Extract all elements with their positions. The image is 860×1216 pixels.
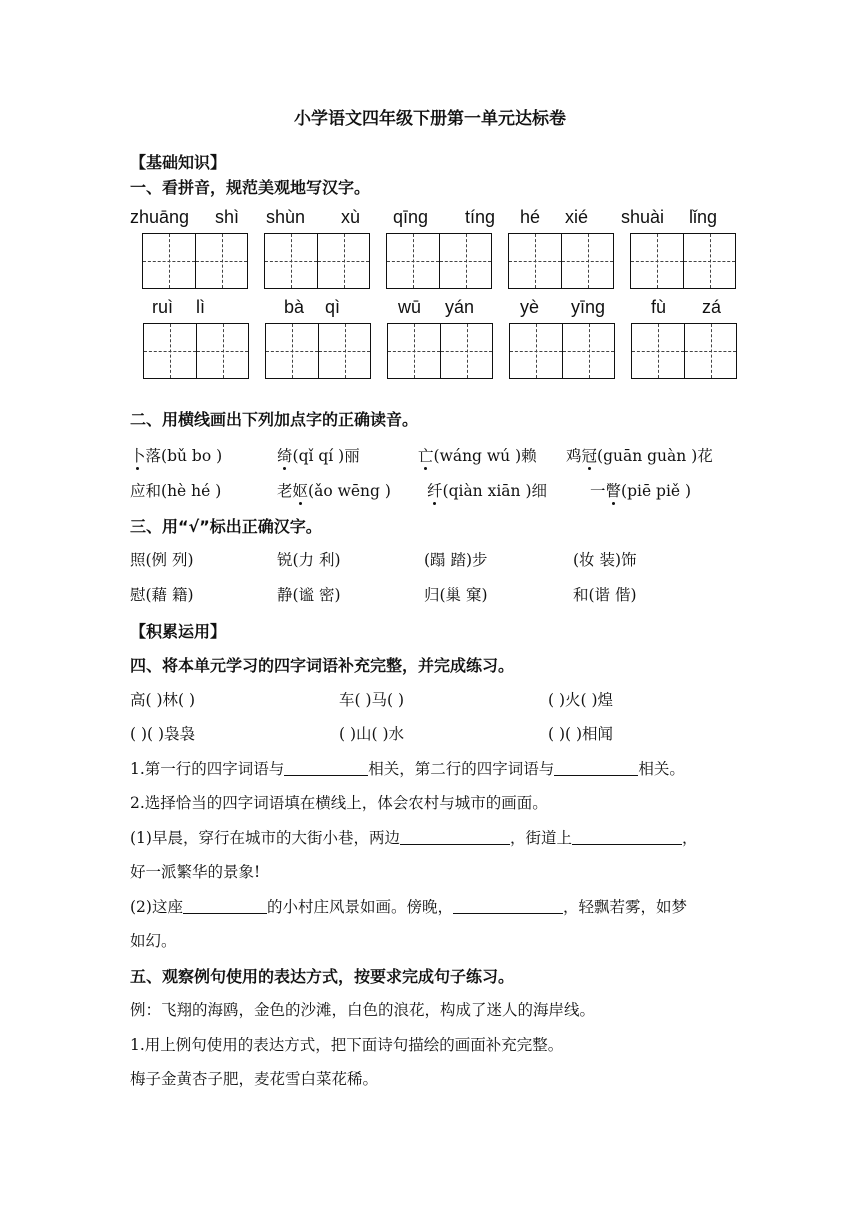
pinyin: fù [651, 297, 667, 317]
section-accumulation: 【积累运用】 [130, 622, 227, 641]
q4-line-4: 好一派繁华的景象! [130, 863, 261, 881]
q4-heading: 四、将本单元学习的四字词语补充完整，并完成练习。 [130, 656, 515, 675]
pinyin: qīng [393, 207, 429, 227]
reading-item: 鸡冠(guān guàn )花 [566, 444, 713, 466]
pinyin: ruì [152, 297, 174, 317]
example-sentence: 例：飞翔的海鸥，金色的沙滩，白色的浪花，构成了迷人的海岸线。 [130, 1001, 596, 1019]
reading-item: 纤(qiàn xiān )细 [427, 479, 547, 501]
poem-line: 梅子金黄杏子肥，麦花雪白菜花稀。 [130, 1070, 379, 1088]
writing-grid[interactable] [387, 323, 493, 379]
page-title: 小学语文四年级下册第一单元达标卷 [294, 109, 566, 129]
choice-item[interactable]: 静(谧 密) [277, 586, 341, 604]
reading-item: 亡(wáng wú )赖 [418, 444, 537, 466]
idiom-blank[interactable]: ( )山( )水 [339, 725, 405, 743]
dotted-char: 冠 [582, 444, 598, 466]
section-basic-knowledge: 【基础知识】 [130, 153, 227, 172]
choice-item[interactable]: 照(例 列) [130, 551, 194, 569]
pinyin: xù [341, 207, 361, 227]
pinyin: hé [520, 207, 541, 227]
idiom-blank[interactable]: 车( )马( ) [339, 691, 405, 709]
writing-grid[interactable] [264, 233, 370, 289]
choice-item[interactable]: 锐(力 利) [277, 551, 341, 569]
choice-item[interactable]: 归(巢 窠) [424, 586, 488, 604]
writing-grid[interactable] [386, 233, 492, 289]
q4-line-2: 2.选择恰当的四字词语填在横线上，体会农村与城市的画面。 [130, 794, 548, 812]
idiom-blank[interactable]: ( )( )袅袅 [130, 725, 196, 743]
pinyin: yè [520, 297, 540, 317]
writing-grid[interactable] [508, 233, 614, 289]
pinyin: yīng [571, 297, 606, 317]
pinyin: yán [445, 297, 475, 317]
reading-item: 卜落(bǔ bo ) [130, 444, 222, 466]
reading-item: 一瞥(piē piě ) [590, 479, 691, 501]
pinyin: lì [196, 297, 205, 317]
q4-line-1: 1.第一行的四字词语与 相关，第二行的四字词语与 相关。 [130, 760, 685, 778]
pinyin: shùn [266, 207, 306, 227]
q4-line-6: 如幻。 [130, 932, 177, 950]
idiom-blank[interactable]: ( )( )相闻 [548, 725, 614, 743]
answer-blank[interactable] [284, 760, 368, 777]
dotted-char: 妪 [293, 479, 309, 501]
idiom-blank[interactable]: 高( )林( ) [130, 691, 196, 709]
idiom-blank[interactable]: ( )火( )煌 [548, 691, 614, 709]
writing-grid[interactable] [631, 323, 737, 379]
writing-grid[interactable] [143, 323, 249, 379]
dotted-char: 瞥 [606, 479, 622, 501]
answer-blank[interactable] [453, 898, 563, 915]
answer-blank[interactable] [554, 760, 638, 777]
q4-line-5: (2)这座 的小村庄风景如画。傍晚， ，轻飘若雾，如梦 [130, 898, 687, 916]
answer-blank[interactable] [183, 898, 267, 915]
answer-blank[interactable] [400, 829, 510, 846]
q5-heading: 五、观察例句使用的表达方式，按要求完成句子练习。 [130, 967, 515, 986]
choice-item[interactable]: (妆 装)饰 [573, 551, 637, 569]
writing-grid[interactable] [265, 323, 371, 379]
pinyin: wū [398, 297, 422, 317]
pinyin: zá [702, 297, 722, 317]
dotted-char: 卜 [130, 444, 146, 466]
dotted-char: 纤 [427, 479, 443, 501]
q1-heading: 一、看拼音，规范美观地写汉字。 [130, 178, 371, 197]
pinyin: zhuāng [130, 207, 190, 227]
reading-item: 绮(qǐ qí )丽 [277, 444, 360, 466]
pinyin: lǐng [689, 207, 718, 227]
pinyin: bà [284, 297, 305, 317]
writing-grid[interactable] [509, 323, 615, 379]
choice-item[interactable]: 慰(藉 籍) [130, 586, 194, 604]
writing-grid[interactable] [630, 233, 736, 289]
choice-item[interactable]: 和(谐 偕) [573, 586, 637, 604]
q2-heading: 二、用横线画出下列加点字的正确读音。 [130, 410, 419, 429]
choice-item[interactable]: (蹋 踏)步 [424, 551, 488, 569]
q5-line-1: 1.用上例句使用的表达方式，把下面诗句描绘的画面补充完整。 [130, 1036, 564, 1054]
pinyin: qì [325, 297, 341, 317]
q4-line-3: (1)早晨，穿行在城市的大街小巷，两边 ，街道上 ， [130, 829, 698, 847]
q3-heading: 三、用“√”标出正确汉字。 [130, 517, 322, 536]
pinyin: shuài [621, 207, 665, 227]
pinyin: tíng [465, 207, 496, 227]
answer-blank[interactable] [572, 829, 682, 846]
pinyin: xié [565, 207, 589, 227]
reading-item: 应和(hè hé ) [130, 482, 222, 500]
dotted-char: 绮 [277, 444, 293, 466]
reading-item: 老妪(ǎo wēng ) [277, 479, 391, 501]
dotted-char: 亡 [418, 444, 434, 466]
pinyin: shì [215, 207, 240, 227]
writing-grid[interactable] [142, 233, 248, 289]
